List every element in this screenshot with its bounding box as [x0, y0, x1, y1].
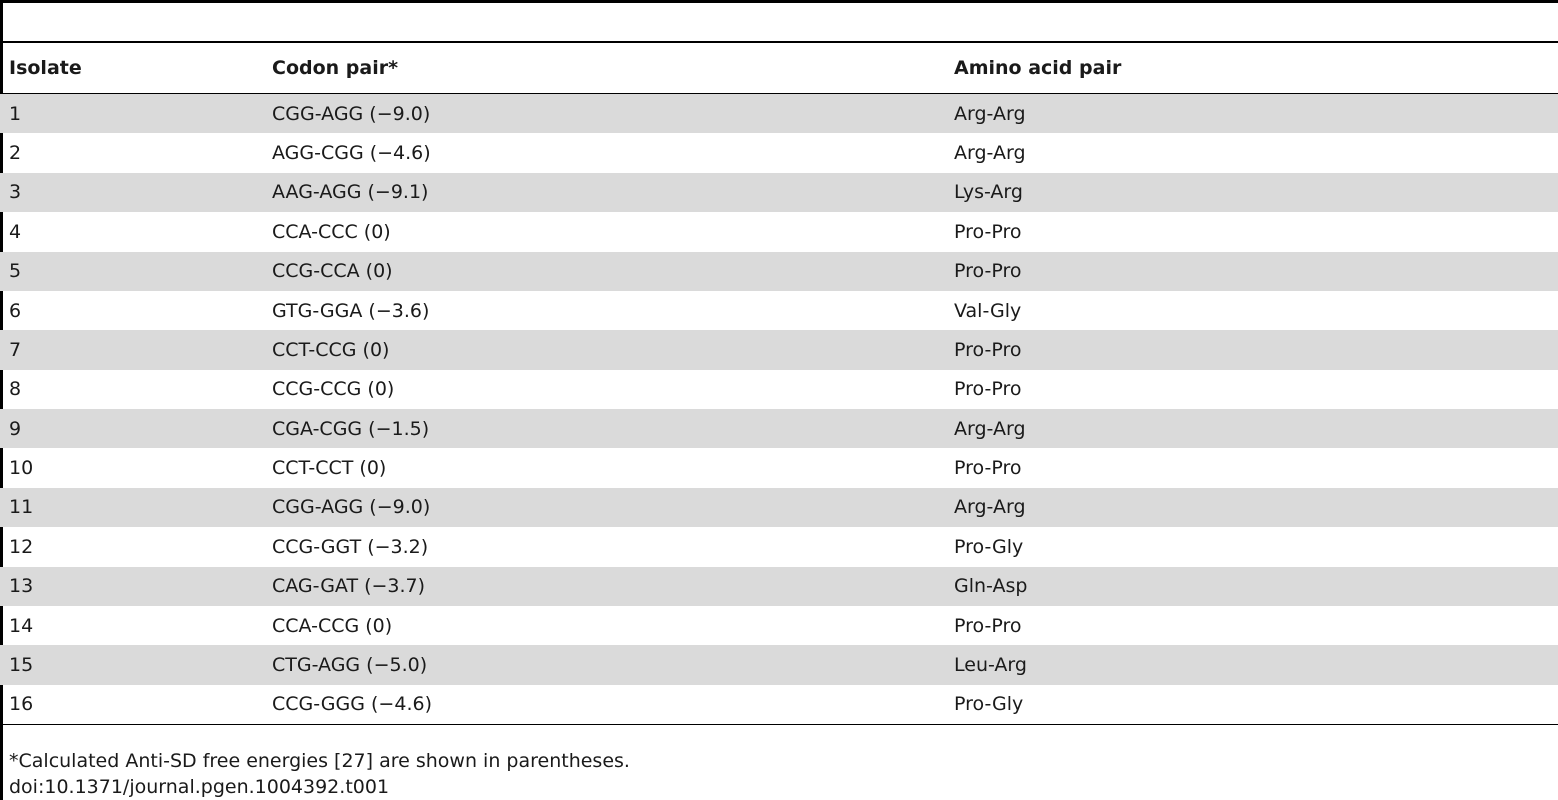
table-row	[0, 94, 1558, 134]
table-row	[0, 212, 1558, 251]
cell-amino-acid-pair: Pro-Pro	[944, 252, 1558, 291]
cell-amino-acid-pair: Pro-Pro	[954, 457, 1022, 480]
cell-isolate: 12	[9, 535, 34, 558]
cell-isolate: 7	[0, 330, 262, 369]
cell-isolate: 14	[9, 614, 34, 637]
cell-isolate: 9	[0, 409, 262, 448]
table-row	[0, 488, 1558, 527]
cell-isolate: 2	[9, 142, 22, 165]
table-header-row	[0, 43, 1558, 94]
cell-codon-pair: AAG-AGG (−9.1)	[262, 173, 944, 212]
cell-amino-acid-pair: Leu-Arg	[944, 645, 1558, 684]
cell-amino-acid-pair: Arg-Arg	[954, 142, 1026, 165]
cell-isolate: 11	[0, 488, 262, 527]
cell-isolate: 5	[0, 252, 262, 291]
cell-codon-pair: CCT-CCT (0)	[272, 457, 387, 480]
table-row	[0, 252, 1558, 291]
cell-isolate: 3	[0, 173, 262, 212]
cell-codon-pair: AGG-CGG (−4.6)	[272, 142, 431, 165]
cell-codon-pair: CCG-GGT (−3.2)	[272, 535, 429, 558]
cell-amino-acid-pair: Pro-Pro	[944, 330, 1558, 369]
cell-amino-acid-pair: Lys-Arg	[944, 173, 1558, 212]
cell-amino-acid-pair: Val-Gly	[954, 299, 1022, 322]
cell-isolate: 13	[0, 567, 262, 606]
cell-codon-pair: CCA-CCC (0)	[272, 220, 391, 243]
cell-codon-pair: CAG-GAT (−3.7)	[262, 567, 944, 606]
cell-codon-pair: CCG-CCA (0)	[262, 252, 944, 291]
table-row	[0, 330, 1558, 369]
cell-isolate: 6	[9, 299, 22, 322]
table-row	[0, 448, 1558, 487]
cell-isolate: 4	[9, 220, 22, 243]
cell-codon-pair: CCT-CCG (0)	[262, 330, 944, 369]
cell-isolate: 8	[9, 378, 22, 401]
cell-amino-acid-pair: Pro-Gly	[954, 535, 1024, 558]
table-row	[0, 527, 1558, 566]
cell-codon-pair: CCG-GGG (−4.6)	[262, 685, 944, 725]
cell-amino-acid-pair: Pro-Pro	[954, 614, 1022, 637]
table-row	[0, 567, 1558, 606]
column-header-amino-acid-pair: Amino acid pair	[944, 43, 1558, 94]
cell-amino-acid-pair: Pro-Pro	[954, 220, 1022, 243]
cell-amino-acid-pair: Pro-Gly	[944, 685, 1558, 725]
cell-amino-acid-pair: Gln-Asp	[944, 567, 1558, 606]
cell-codon-pair: CGG-AGG (−9.0)	[262, 94, 944, 134]
table-row	[0, 173, 1558, 212]
cell-codon-pair: CGG-AGG (−9.0)	[262, 488, 944, 527]
table-row	[0, 606, 1558, 645]
cell-isolate: 1	[0, 94, 262, 134]
table-row	[0, 133, 1558, 172]
cell-codon-pair: GTG-GGA (−3.6)	[272, 299, 430, 322]
table-row	[0, 370, 1558, 409]
table-row	[0, 409, 1558, 448]
column-header-isolate: Isolate	[0, 43, 262, 94]
table-row	[0, 291, 1558, 330]
cell-isolate: 16	[0, 685, 262, 725]
table-footnote: *Calculated Anti-SD free energies [27] are shown in parentheses.	[9, 750, 630, 772]
cell-amino-acid-pair: Arg-Arg	[944, 488, 1558, 527]
cell-amino-acid-pair: Arg-Arg	[944, 409, 1558, 448]
doi-reference: doi:10.1371/journal.pgen.1004392.t001	[9, 776, 390, 798]
isolate-codon-table	[0, 43, 1558, 725]
column-header-codon-pair: Codon pair*	[262, 43, 944, 94]
cell-amino-acid-pair: Pro-Pro	[954, 378, 1022, 401]
cell-isolate: 10	[9, 457, 34, 480]
cell-codon-pair: CGA-CGG (−1.5)	[262, 409, 944, 448]
cell-amino-acid-pair: Arg-Arg	[944, 94, 1558, 134]
table-row	[0, 685, 1558, 725]
top-rule	[0, 0, 1558, 3]
table-row	[0, 645, 1558, 684]
cell-codon-pair: CCG-CCG (0)	[272, 378, 395, 401]
cell-codon-pair: CTG-AGG (−5.0)	[262, 645, 944, 684]
cell-isolate: 15	[0, 645, 262, 684]
cell-codon-pair: CCA-CCG (0)	[272, 614, 393, 637]
